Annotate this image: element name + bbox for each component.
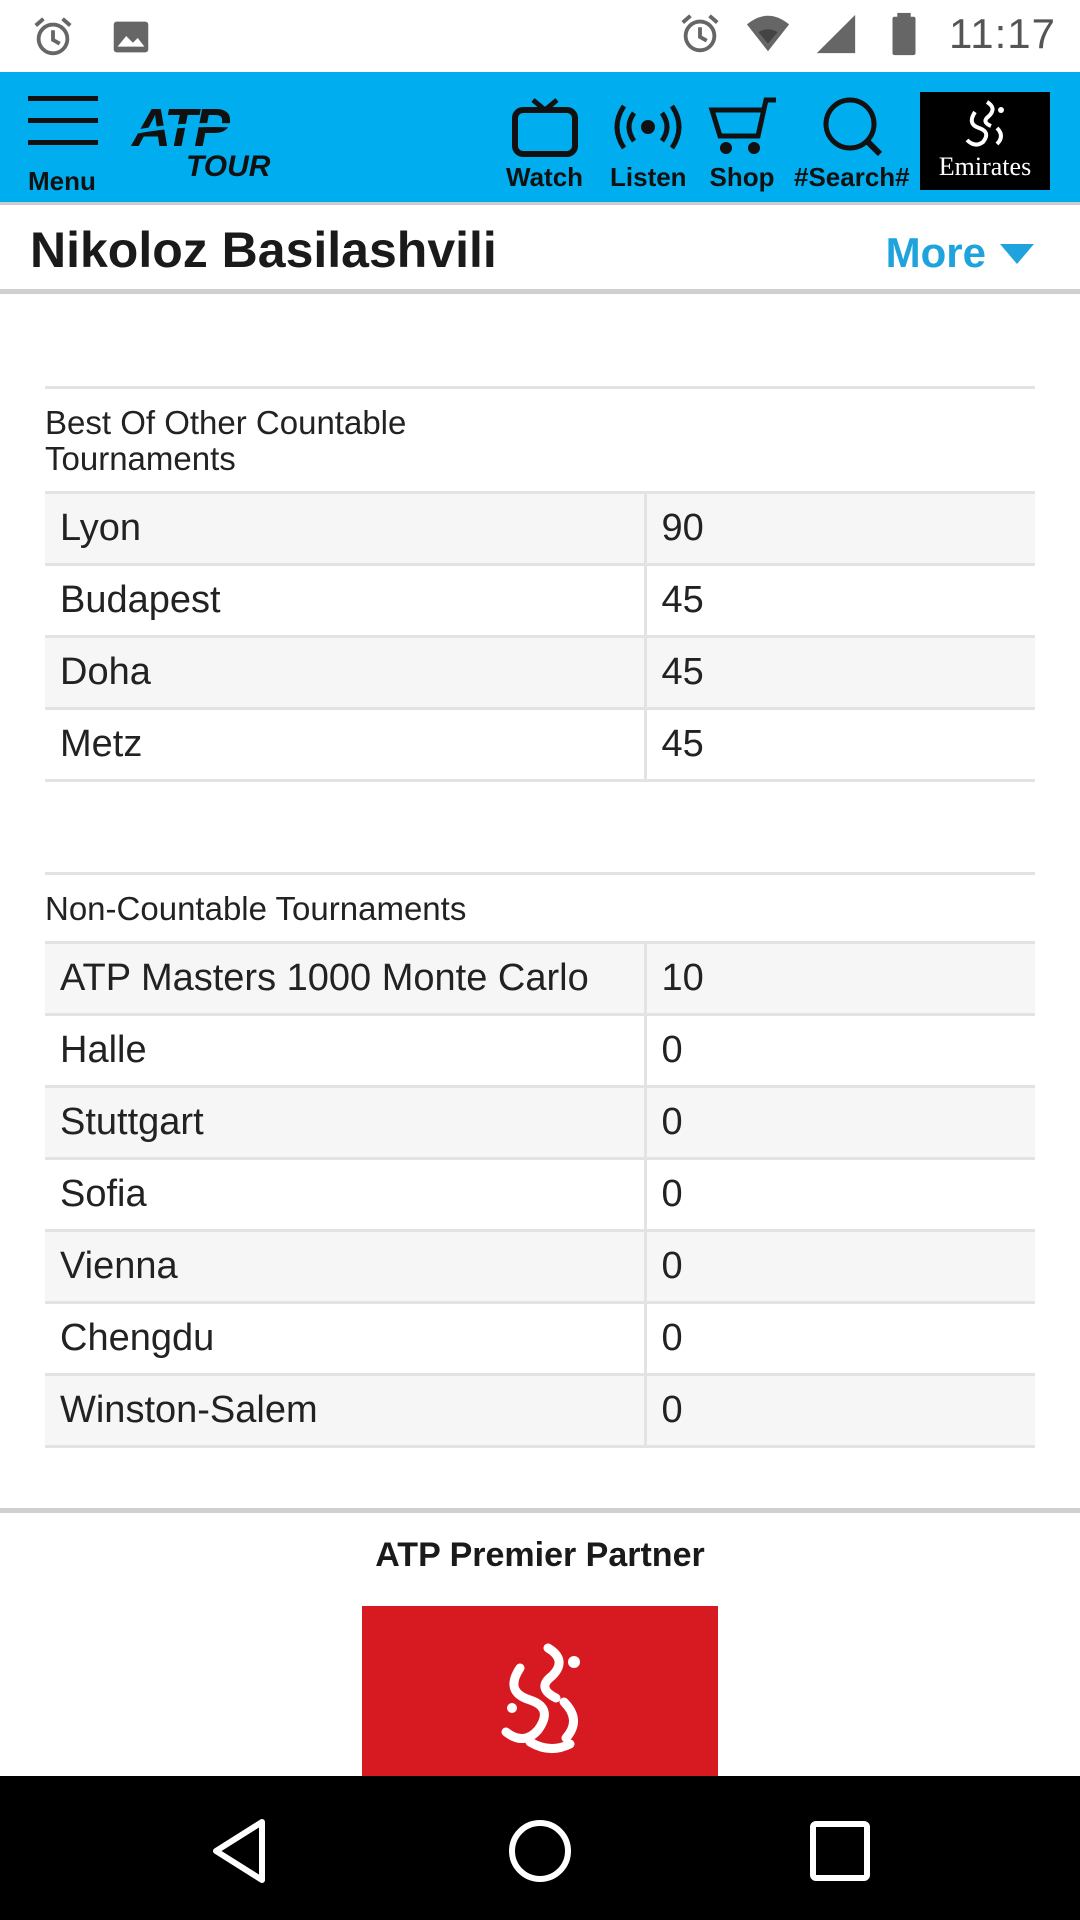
- system-nav-bar: [0, 1776, 1080, 1920]
- alarm-icon: [677, 11, 723, 57]
- tournament-name: Winston-Salem: [45, 1375, 645, 1447]
- site-header: [0, 72, 1080, 202]
- tv-icon: [509, 96, 581, 158]
- table-row: [45, 1159, 1035, 1231]
- tournament-points: 90: [645, 493, 1035, 565]
- tournament-name: Metz: [45, 709, 645, 781]
- section-title-line: Best Of Other Countable: [45, 404, 407, 441]
- section-title-line: Non-Countable Tournaments: [45, 890, 467, 927]
- best-of-other-countable-section: [45, 386, 1035, 782]
- tournament-points: 0: [645, 1375, 1035, 1447]
- cart-icon: [706, 96, 778, 158]
- player-title-bar: [0, 202, 1080, 294]
- tournament-name: Sofia: [45, 1159, 645, 1231]
- back-icon[interactable]: [206, 1816, 276, 1886]
- image-icon: [108, 14, 154, 60]
- points-table: [45, 941, 1035, 1448]
- tournament-points: 0: [645, 1231, 1035, 1303]
- home-icon[interactable]: [505, 1816, 575, 1886]
- search-button[interactable]: [794, 96, 910, 196]
- tournament-name: Chengdu: [45, 1303, 645, 1375]
- emirates-wordmark: Emirates: [938, 152, 1032, 181]
- shop-button[interactable]: [706, 96, 778, 196]
- wifi-icon: [745, 11, 791, 57]
- partner-title: ATP Premier Partner: [375, 1536, 705, 1574]
- search-label: #Search#: [794, 162, 910, 192]
- signal-icon: [813, 11, 859, 57]
- emirates-calligraphy-icon: [490, 1642, 590, 1762]
- battery-icon: [881, 11, 927, 57]
- caret-down-icon: [998, 240, 1036, 266]
- non-countable-section: [45, 872, 1035, 1448]
- tournament-name: Doha: [45, 637, 645, 709]
- table-row: [45, 565, 1035, 637]
- listen-label: Listen: [610, 162, 687, 192]
- table-row: [45, 1087, 1035, 1159]
- table-row: [45, 1303, 1035, 1375]
- emirates-partner-logo[interactable]: [362, 1606, 718, 1776]
- listen-button[interactable]: [610, 96, 687, 196]
- emirates-sponsor-badge[interactable]: [920, 92, 1050, 190]
- tournament-points: 0: [645, 1303, 1035, 1375]
- table-row: [45, 943, 1035, 1015]
- table-row: [45, 1231, 1035, 1303]
- watch-label: Watch: [506, 162, 584, 192]
- recents-icon[interactable]: [805, 1816, 875, 1886]
- menu-button[interactable]: [28, 94, 104, 194]
- player-name: Nikoloz Basilashvili: [30, 222, 497, 278]
- more-label: More: [885, 229, 986, 276]
- table-row: [45, 493, 1035, 565]
- clock: 11:17: [949, 10, 1056, 57]
- tournament-name: Vienna: [45, 1231, 645, 1303]
- hamburger-icon: [28, 94, 98, 150]
- atp-tour-logo[interactable]: [126, 96, 286, 182]
- alarm-icon: [30, 14, 76, 60]
- logo-text: ATP: [132, 98, 227, 158]
- table-row: [45, 637, 1035, 709]
- tournament-points: 10: [645, 943, 1035, 1015]
- partner-divider: [0, 1508, 1080, 1513]
- tournament-points: 0: [645, 1015, 1035, 1087]
- section-title: [45, 872, 1035, 927]
- tournament-points: 45: [645, 565, 1035, 637]
- tournament-name: Budapest: [45, 565, 645, 637]
- search-icon: [816, 96, 888, 158]
- emirates-calligraphy-icon: [957, 98, 1013, 150]
- shop-label: Shop: [709, 162, 775, 192]
- logo-subtext: TOUR: [186, 150, 271, 182]
- status-bar: [0, 0, 1080, 72]
- table-row: [45, 1375, 1035, 1447]
- tournament-points: 0: [645, 1159, 1035, 1231]
- broadcast-icon: [612, 96, 684, 158]
- tournament-points: 45: [645, 709, 1035, 781]
- section-title: [45, 386, 1035, 477]
- tournament-name: Stuttgart: [45, 1087, 645, 1159]
- table-row: [45, 709, 1035, 781]
- section-title-line: Tournaments: [45, 440, 236, 477]
- tournament-name: Lyon: [45, 493, 645, 565]
- tournament-points: 0: [645, 1087, 1035, 1159]
- menu-label: Menu: [28, 166, 96, 196]
- tournament-points: 45: [645, 637, 1035, 709]
- tournament-name: ATP Masters 1000 Monte Carlo: [45, 943, 645, 1015]
- watch-button[interactable]: [506, 96, 583, 196]
- tournament-name: Halle: [45, 1015, 645, 1087]
- points-table: [45, 491, 1035, 782]
- more-dropdown[interactable]: [886, 229, 1036, 277]
- table-row: [45, 1015, 1035, 1087]
